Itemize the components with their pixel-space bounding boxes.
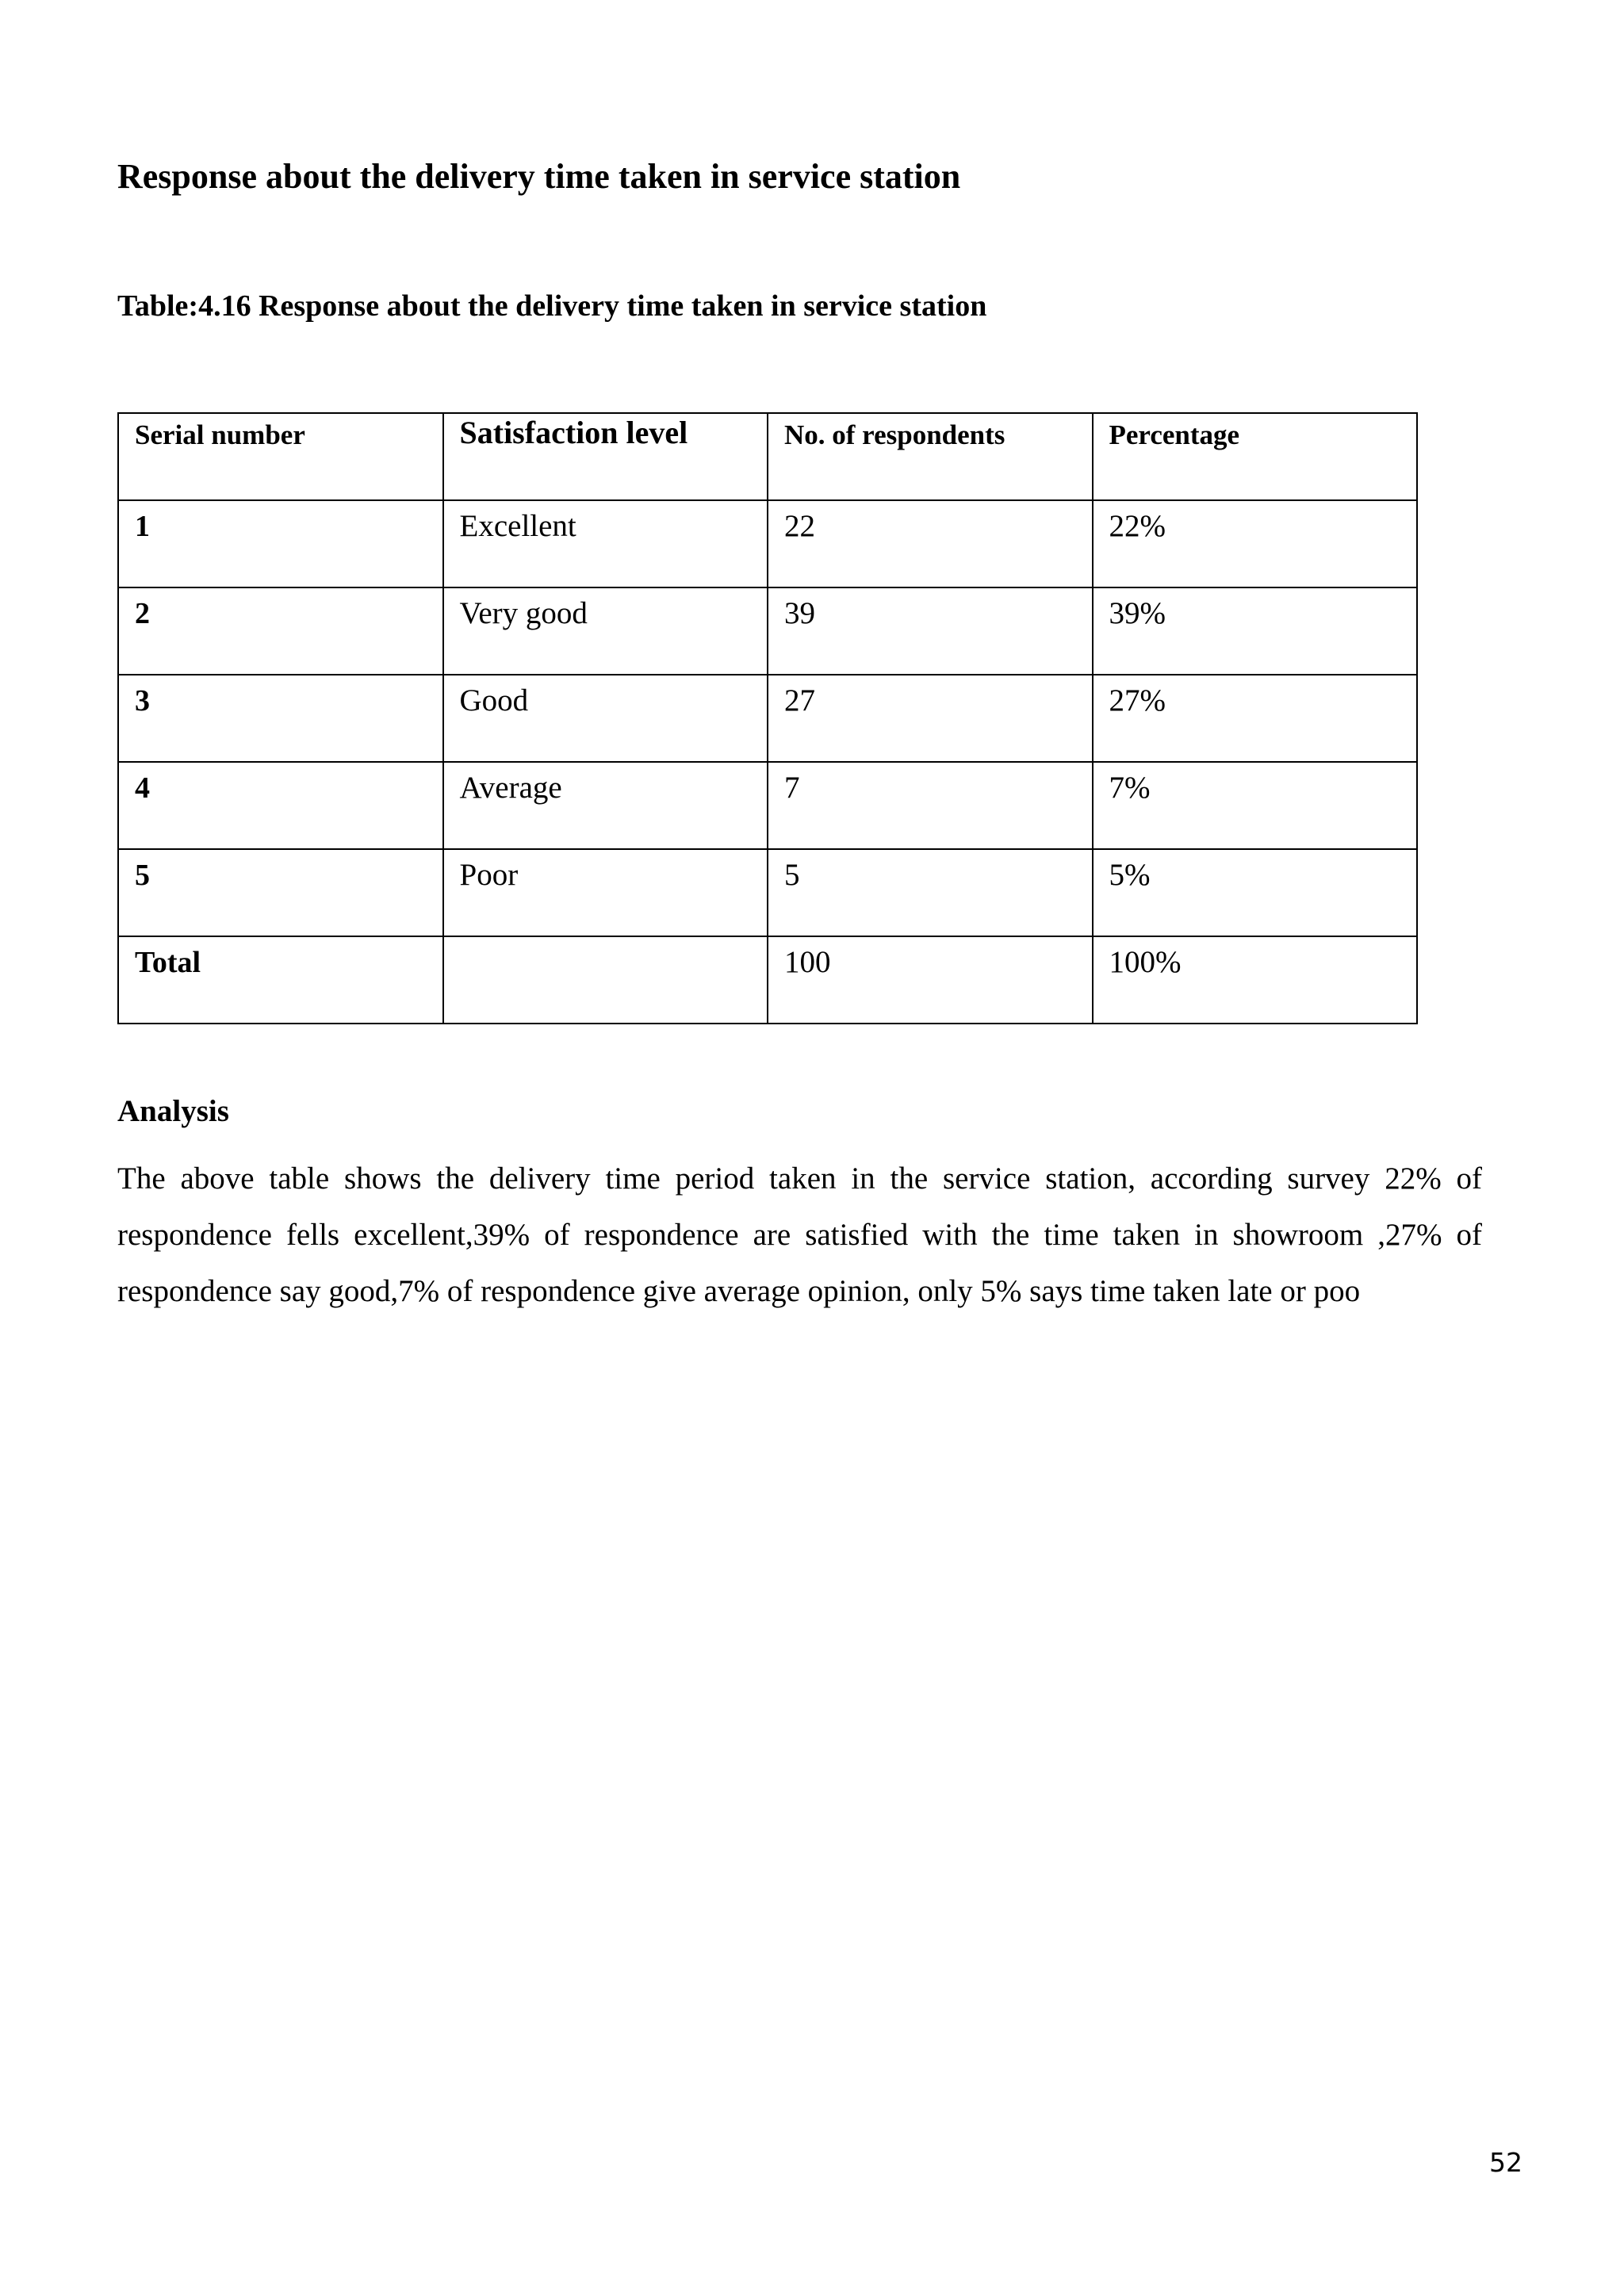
- response-table: [117, 412, 1418, 1024]
- cell-total-label: Total: [118, 936, 443, 1024]
- header-serial-number: Serial number: [118, 413, 443, 500]
- table-row: [118, 762, 1417, 849]
- analysis-line: respondence say good,7% of respondence give average opinion, only 5% says time taken late or poo: [117, 1274, 1361, 1308]
- cell-serial: 3: [118, 675, 443, 762]
- cell-satisfaction: Very good: [443, 587, 768, 675]
- table-row: [118, 675, 1417, 762]
- table-row: [118, 849, 1417, 936]
- header-row: [118, 413, 1417, 500]
- header-no-of-respondents: No. of respondents: [768, 413, 1093, 500]
- cell-serial: 5: [118, 849, 443, 936]
- cell-percentage: 27%: [1093, 675, 1418, 762]
- cell-serial: 2: [118, 587, 443, 675]
- analysis-heading: Analysis: [117, 1094, 229, 1128]
- table-caption: Table:4.16 Response about the delivery time taken in service station: [117, 289, 987, 323]
- cell-respondents: 27: [768, 675, 1093, 762]
- cell-satisfaction: [443, 936, 768, 1024]
- cell-satisfaction: Poor: [443, 849, 768, 936]
- cell-satisfaction: Good: [443, 675, 768, 762]
- header-satisfaction-level: Satisfaction level: [443, 413, 768, 500]
- table-row: [118, 587, 1417, 675]
- cell-respondents: 22: [768, 500, 1093, 587]
- cell-serial: 1: [118, 500, 443, 587]
- cell-percentage: 7%: [1093, 762, 1418, 849]
- cell-percentage: 100%: [1093, 936, 1418, 1024]
- cell-respondents: 5: [768, 849, 1093, 936]
- analysis-paragraph: [117, 1150, 1497, 1319]
- table-header: [118, 413, 1417, 500]
- table-total-row: [118, 936, 1417, 1024]
- page-number: 52: [1489, 2147, 1522, 2178]
- cell-satisfaction: Average: [443, 762, 768, 849]
- table-row: [118, 500, 1417, 587]
- section-heading: Response about the delivery time taken in service station: [117, 157, 961, 196]
- analysis-line: The above table shows the delivery time period taken in the service station, according survey 22% of: [117, 1161, 1482, 1196]
- cell-serial: 4: [118, 762, 443, 849]
- cell-respondents: 100: [768, 936, 1093, 1024]
- cell-satisfaction: Excellent: [443, 500, 768, 587]
- cell-percentage: 5%: [1093, 849, 1418, 936]
- analysis-line: respondence fells excellent,39% of respondence are satisfied with the time taken in showroom ,27% of: [117, 1218, 1482, 1252]
- cell-respondents: 7: [768, 762, 1093, 849]
- cell-respondents: 39: [768, 587, 1093, 675]
- cell-percentage: 39%: [1093, 587, 1418, 675]
- header-percentage: Percentage: [1093, 413, 1418, 500]
- cell-percentage: 22%: [1093, 500, 1418, 587]
